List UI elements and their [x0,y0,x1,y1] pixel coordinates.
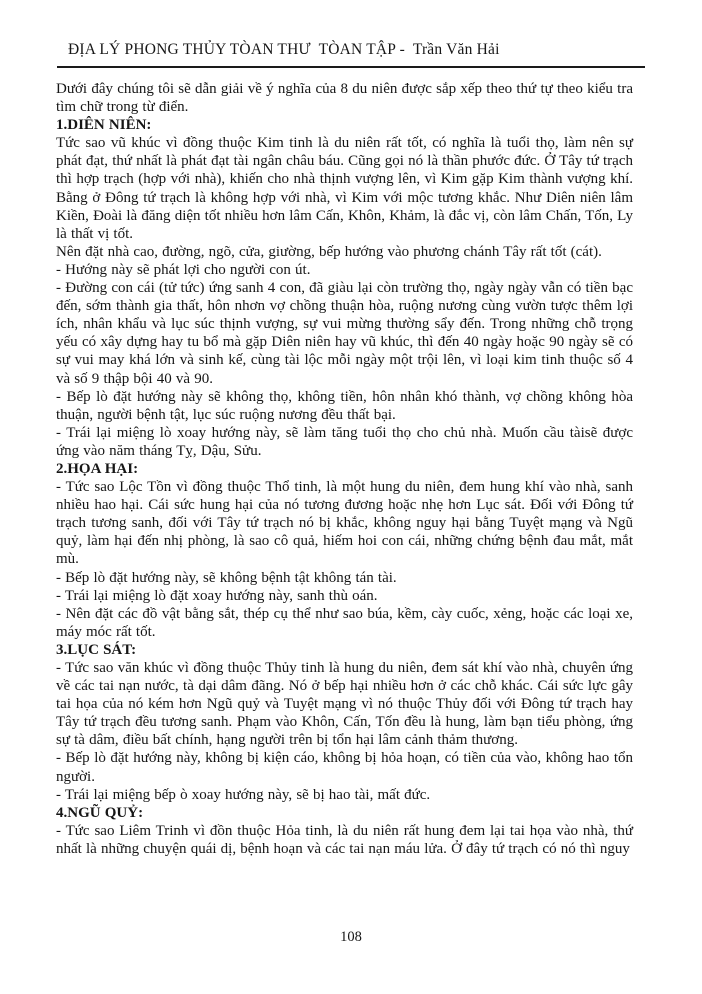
section-heading-hoa-hai: 2.HỌA HẠI: [56,460,139,477]
header-divider-rule [57,66,645,68]
bullet-luc-sat-stove-mouth: - Trái lại miệng bếp ò xoay hướng này, sẽ bị hao tài, mất đức. [56,786,431,803]
bullet-dien-nien-stove-bad: - Bếp lò đặt hướng này sẽ không thọ, không tiền, hôn nhân khó thành, vợ chồng không hòa thuận, người bệnh tật, lục súc ruộng nương đều thất bại. [56,388,633,423]
bullet-hoa-hai-stove-mouth: - Trái lại miệng lò đặt xoay hướng này, sanh thù oán. [56,587,378,604]
bullet-luc-sat-stove: - Bếp lò đặt hướng này, không bị kiện cáo, không bị hỏa hoạn, có tiền của vào, không hao tổn người. [56,750,633,785]
paragraph-dien-nien-placement: Nên đặt nhà cao, đường, ngõ, cửa, giường, bếp hướng vào phương chánh Tây rất tốt (cát). [56,243,602,260]
section-heading-luc-sat: 3.LỤC SÁT: [56,641,137,658]
page-number: 108 [340,929,362,945]
paragraph-intro: Dưới đây chúng tôi sẽ dẫn giải về ý nghĩa của 8 du niên được sắp xếp theo thứ tự theo kiểu tra tìm chữ trong từ điển. [56,81,633,116]
bullet-hoa-hai-stove: - Bếp lò đặt hướng này, sẽ không bệnh tật không tán tài. [56,569,397,586]
bullet-dien-nien-children: - Đường con cái (tử tức) ứng sanh 4 con, đã giàu lại còn trường thọ, ngày ngày vẫn có tiền bạc đến, sớm thành gia thất, hôn nhơn vợ chồng thuận hòa, ruộng nương cùng vườn tược thêm lợi ích, nhân khẩu và lục súc thịnh vượng, sự vui mừng thường sẩy đến. Trong những chỗ trọng yếu có xây dựng hay tu bổ mà gặp Diên niên hay vũ khúc, thì đến 40 ngày hoặc 90 ngày sẽ có sự vui may khá lớn và sinh kế, cùng tài lộc mỗi ngày một trội lên, vì loại kim tinh thuộc số 4 và số 9 thập bội 40 và 90. [56,280,633,387]
section-heading-ngu-quy: 4.NGŨ QUỶ: [56,804,144,821]
section-heading-dien-nien: 1.DIÊN NIÊN: [56,117,152,134]
bullet-dien-nien-benefit: - Hướng này sẽ phát lợi cho người con út. [56,261,311,278]
paragraph-dien-nien-description: Tức sao vũ khúc vì đồng thuộc Kim tinh là du niên rất tốt, có nghĩa là tuổi thọ, làm nên sự phát đạt, thứ nhất là phát đạt tài ngân châu báu. Cũng gọi nó là thần phước đức. Ở Tây tứ trạch thì hợp trạch (hợp với nhà), khiến cho nhà thịnh vượng lên, vì Kim gặp Kim thành vượng khí. Bằng ở Đông tứ trạch là không hợp với nhà, vì Kim với mộc tương khắc. Như Diên niên lâm Kiền, Đoài là đăng diện tốt nhiều hơn lâm Cấn, Khôn, Khảm, là đắc vị, còn lâm Chấn, Tốn, Ly là thất vị tốt. [56,135,633,242]
bullet-hoa-hai-metal-objects: - Nên đặt các đồ vật bằng sắt, thép cụ thể như sao búa, kềm, cày cuốc, xẻng, hoặc các loại xe, máy móc rất tốt. [56,605,633,640]
paragraph-luc-sat-description: - Tức sao văn khúc vì đồng thuộc Thủy tinh là hung du niên, đem sát khí vào nhà, chuyên ứng về các tai nạn nước, tà dại dâm đãng. Nó ở bếp hại nhiều hơn ở các chỗ khác. Cái sức lực gây tai họa của nó kém hơn Ngũ quỷ và Tuyệt mạng vì nó thuộc Thủy đối với Đông tứ trạch hay Tây tứ trạch đều tương sanh. Phạm vào Khôn, Cấn, Tốn đều là hung, làm bạn tiểu phòng, ứng sự tà dâm, điều bất chính, hạng người trên bị tổn hại lâm cảnh thảm thương. [56,660,633,749]
running-header-title: ĐỊA LÝ PHONG THỦY TÒAN THƯ TÒAN TẬP - Trần Văn Hải [68,41,500,58]
bullet-dien-nien-stove-good: - Trái lại miệng lò xoay hướng này, sẽ làm tăng tuổi thọ cho chủ nhà. Muốn cầu tàisẽ được ứng vào năm tháng Tỵ, Dậu, Sửu. [56,424,633,459]
paragraph-hoa-hai-description: - Tức sao Lộc Tồn vì đồng thuộc Thổ tinh, là một hung du niên, đem hung khí vào nhà, sanh nhiều hao hại. Cái sức hung hại của nó tương đương hoặc nhẹ hơn Lục sát. Đối với Đông tứ trạch tương sanh, đối với Tây tứ trạch nó bị khắc, không nguy hại bằng Tuyệt mạng và Ngũ quỷ, làm hại đến nhị phòng, là sao cô quả, hiếm hoi con cái, những chứng bệnh đau mắt, mắt mù. [56,479,633,568]
paragraph-ngu-quy-description: - Tức sao Liêm Trinh vì đồn thuộc Hỏa tinh, là du niên rất hung đem lại tai họa vào nhà, thứ nhất là những chuyện quái dị, bệnh hoạn và các tai nạn máu lửa. Ở đây tứ trạch có nó thì nguy [56,822,633,857]
document-body [56,80,633,858]
